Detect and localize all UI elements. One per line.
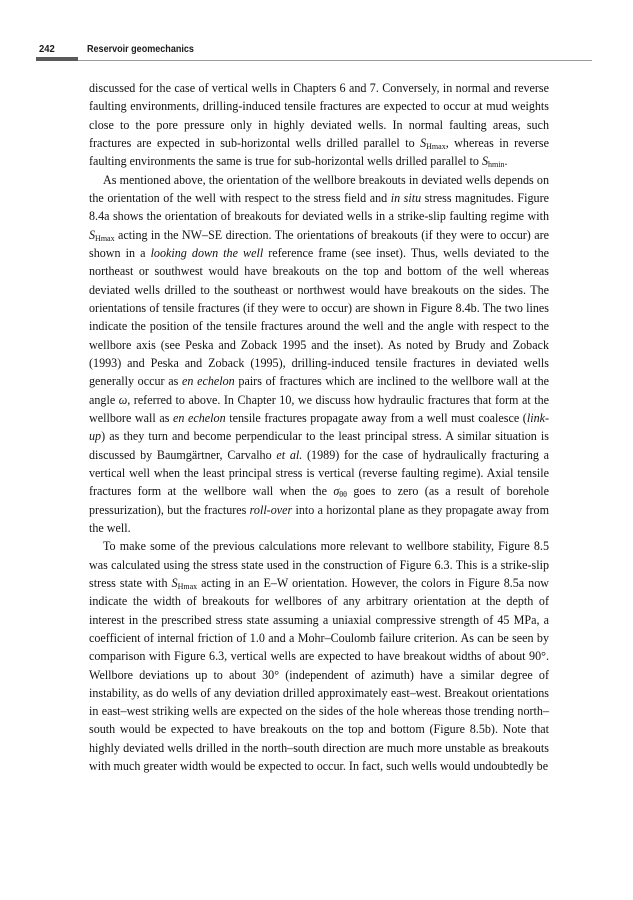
text-run: ) as they turn and become perpendicular to the least principal stress. A similar situation is discussed by Baumgärtner, Carvalho xyxy=(89,429,549,462)
subscript-text: Hmax xyxy=(95,233,115,243)
header-rule-accent xyxy=(36,57,78,61)
text-run: acting in the NW–SE direction. The orientations of breakouts (if they were to occur) are shown in a xyxy=(89,227,549,260)
subscript-text: Hmax xyxy=(177,581,198,591)
text-run: stress magnitudes. Figure 8.4a shows the orientation of breakouts for deviated wells in a strike-slip faulting regime with xyxy=(89,190,549,224)
paragraph xyxy=(89,537,549,775)
running-title: Reservoir geomechanics xyxy=(87,43,194,55)
italic-text: S xyxy=(420,135,427,150)
italic-text: S xyxy=(481,154,488,169)
italic-text: S xyxy=(89,227,96,242)
page-header xyxy=(36,40,556,66)
text-run: tensile fractures propagate away from a well must coalesce ( xyxy=(225,410,527,425)
italic-text: en echelon xyxy=(173,410,226,425)
italic-text: looking down the well xyxy=(150,245,264,260)
subscript-text: Hmax xyxy=(426,141,446,151)
page-number: 242 xyxy=(39,43,55,55)
text-run: into a horizontal plane as they propagate away from the well. xyxy=(89,502,549,535)
text-run: As mentioned above, the orientation of the wellbore breakouts in deviated wells depends on the orientation of the well with respect to the stress field and xyxy=(89,172,549,205)
text-run: discussed for the case of vertical wells in Chapters 6 and 7. Conversely, in normal and reverse faulting environments, drilling-induced tensile fractures are expected to occur at mud weights close to the pore pressure only in highly deviated wells. In normal faulting areas, such fractures are expected in sub-horizontal wells drilled parallel to xyxy=(89,81,549,150)
text-run: acting in an E–W orientation. However, the colors in Figure 8.5a now indicate the width of breakouts for wellbores of any arbitrary orientation at the depth of interest in the prescribed stress state assuming a uniaxial compressive strength of 45 MPa, a coefficient of internal friction of 1.0 and a Mohr–Coulomb failure criterion. As can be seen by comparison with Figure 6.3, vertical wells are expected to have breakout widths of about 90°. Wellbore deviations up to about 30° (independent of azimuth) have a similar degree of instability, as do wells of any deviation drilled approximately east–west. Breakout orientations in east–west striking wells are expected on the sides of the hole whereas those trending north–south would be expected to have breakouts on the top and bottom (Figure 8.5b). Note that highly deviated wells drilled in the north–south direction are much more unstable as breakouts with much greater width would be expected to occur. In fact, such wells would undoubtedly be xyxy=(89,575,549,774)
text-run: reference frame (see inset). Thus, wells deviated to the northeast or southwest would have breakouts on the top and bottom of the well whereas deviated wells drilled to the southeast or northwest would have breakouts on the sides. The orientations of tensile fractures (if they were to occur) are shown in Figure 8.4b. The two lines indicate the position of the tensile fractures around the well and the angle with respect to the wellbore axis (see Peska and Zoback 1995 and the inset). As noted by Brudy and Zoback (1993) and Peska and Zoback (1995), drilling-induced tensile fractures in deviated wells generally occur as xyxy=(89,245,549,389)
paragraph xyxy=(89,79,549,171)
subscript-text: θθ xyxy=(339,490,347,500)
text-run: . xyxy=(504,154,508,169)
text-run: To make some of the previous calculations more relevant to wellbore stability, Figure 8.5 was calculated using the stress state used in the construction of Figure 6.3. This is a strike-slip stress state with xyxy=(89,539,549,590)
text-run: , referred to above. In Chapter 10, we discuss how hydraulic fractures that form at the wellbore wall as xyxy=(89,392,549,425)
subscript-text: hmin xyxy=(488,160,505,170)
italic-text: σ xyxy=(333,484,340,499)
italic-text: roll-over xyxy=(249,502,293,517)
italic-text: S xyxy=(171,575,178,590)
text-run: , whereas in reverse faulting environments the same is true for sub-horizontal wells drilled parallel to xyxy=(89,135,550,169)
italic-text: link-up xyxy=(89,410,550,444)
text-run: goes to zero (as a result of borehole pressurization), but the fractures xyxy=(89,484,549,517)
header-rule xyxy=(78,60,592,61)
text-run: pairs of fractures which are inclined to the wellbore wall at the angle xyxy=(89,374,549,407)
italic-text: et al. xyxy=(276,447,303,462)
body-text xyxy=(89,79,549,775)
paragraph xyxy=(89,171,549,538)
italic-text: in situ xyxy=(390,190,422,205)
text-run: (1989) for the case of hydraulically fracturing a vertical well when the least principal stress is vertical (reverse faulting regime). Axial tensile fractures form at the wellbore wall when the xyxy=(89,447,550,499)
italic-text: ω xyxy=(118,392,128,407)
italic-text: en echelon xyxy=(182,374,235,389)
